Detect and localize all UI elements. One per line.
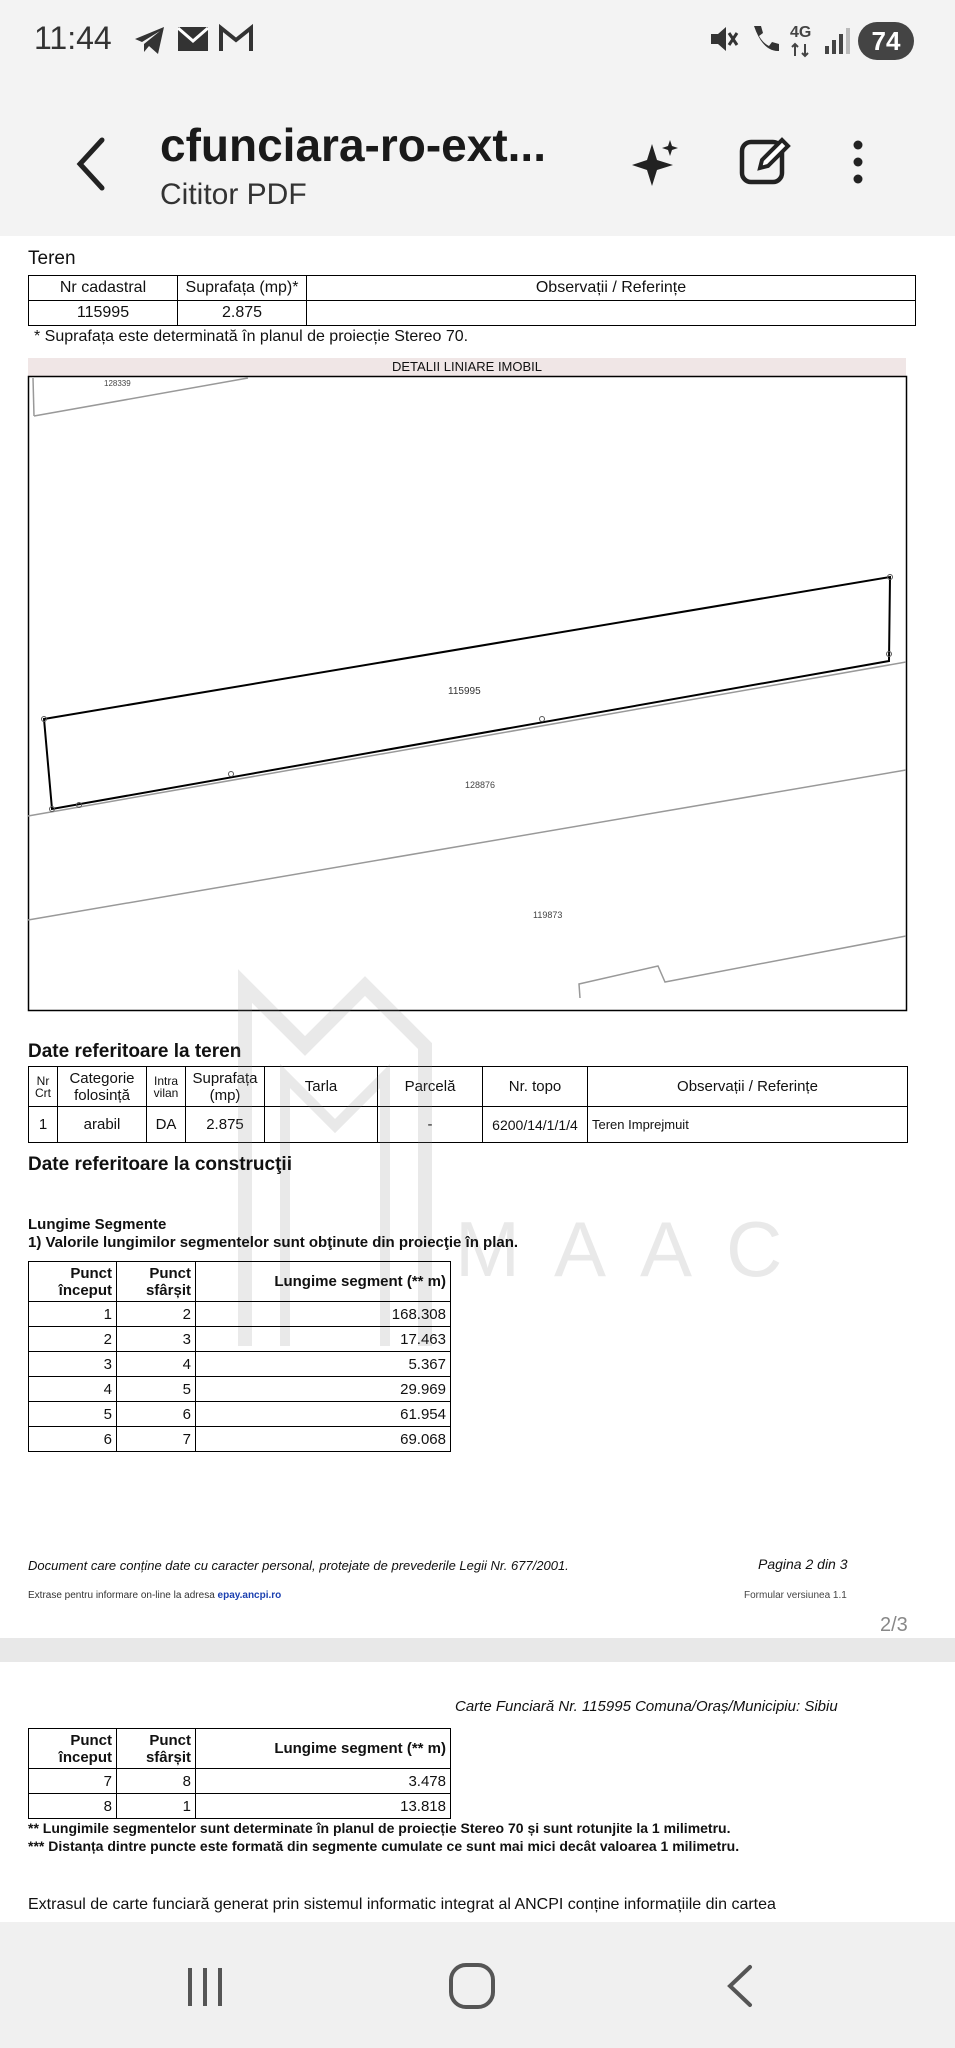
seg-row-3-end: 4 — [117, 1352, 196, 1377]
pdf-page-2 — [0, 236, 955, 1638]
footer-extract-text — [28, 1590, 281, 1601]
seg-row-7-start: 7 — [29, 1769, 117, 1794]
seg-row-4-end: 5 — [117, 1377, 196, 1402]
footer-link[interactable]: epay.ancpi.ro — [217, 1590, 282, 1601]
col-observatii: Observații / Referințe — [307, 276, 916, 301]
page3-note-2: *** Distanța dintre puncte este formată din segmente cumulate ce sunt mai mici decât valoarea 1 milimetru. — [28, 1838, 740, 1854]
status-time: 11:44 — [34, 20, 112, 56]
teren-table — [28, 275, 916, 326]
col-observatii-teren: Observații / Referințe — [588, 1067, 908, 1107]
seg-row-1-end: 2 — [117, 1302, 196, 1327]
plan-label-parcel: 115995 — [448, 686, 481, 697]
network-type: 4G — [790, 24, 812, 41]
col-suprafata-mp: Suprafața (mp) — [186, 1067, 265, 1107]
document-title: cfunciara-ro-ext... — [160, 119, 546, 171]
seg-row-3-start: 3 — [29, 1352, 117, 1377]
cell-parcela: - — [378, 1107, 483, 1143]
seg-row-5-end: 6 — [117, 1402, 196, 1427]
navigation-bar — [0, 1922, 955, 2048]
seg-row-1-start: 1 — [29, 1302, 117, 1327]
status-bar — [0, 0, 955, 84]
data-arrows-icon — [790, 42, 812, 58]
page-indicator: 2/3 — [880, 1614, 908, 1636]
cell-observatii-teren: Teren Imprejmuit — [588, 1107, 908, 1143]
home-icon[interactable] — [448, 1962, 496, 2010]
seg-row-2-start: 2 — [29, 1327, 117, 1352]
more-options-icon[interactable] — [846, 138, 870, 190]
seg-row-2-length: 17.463 — [196, 1327, 451, 1352]
cell-suprafata: 2.875 — [178, 301, 307, 326]
seg-row-6-start: 6 — [29, 1427, 117, 1452]
watermark-text: MAAC — [455, 1205, 817, 1293]
seg-row-5-start: 5 — [29, 1402, 117, 1427]
cell-categorie: arabil — [58, 1107, 147, 1143]
footer-page-number: Pagina 2 din 3 — [758, 1556, 848, 1572]
plan-heading: DETALII LINIARE IMOBIL — [28, 358, 906, 376]
col-lungime-2: Lungime segment (** m) — [196, 1729, 451, 1769]
col-punct-sfarsit-2: Punct sfârșit — [117, 1729, 196, 1769]
plan-label-bottom: 119873 — [533, 910, 563, 920]
segmente-table — [28, 1261, 451, 1452]
seg-row-2-end: 3 — [117, 1327, 196, 1352]
col-nr-crt: Nr Crt — [29, 1067, 58, 1107]
teren-data-heading: Date referitoare la teren — [28, 1041, 242, 1062]
recent-apps-icon[interactable] — [184, 1966, 226, 2008]
col-nr-topo: Nr. topo — [483, 1067, 588, 1107]
col-nr-cadastral: Nr cadastral — [29, 276, 178, 301]
constructii-heading: Date referitoare la construcţii — [28, 1154, 292, 1175]
plan-label-below: 128876 — [465, 780, 496, 790]
page-separator — [0, 1638, 955, 1662]
mail-icon — [176, 22, 210, 56]
cell-nr-cadastral: 115995 — [29, 301, 178, 326]
cell-intravilan: DA — [147, 1107, 186, 1143]
footer-personal-data: Document care conține date cu caracter personal, protejate de prevederile Legii Nr. 677/2001. — [28, 1558, 569, 1573]
seg-row-7-end: 8 — [117, 1769, 196, 1794]
col-parcela: Parcelă — [378, 1067, 483, 1107]
footer-formular: Formular versiunea 1.1 — [744, 1590, 847, 1601]
cell-nr-crt: 1 — [29, 1107, 58, 1143]
seg-row-3-length: 5.367 — [196, 1352, 451, 1377]
col-intravilan: Intra vilan — [147, 1067, 186, 1107]
col-punct-inceput-2: Punct început — [29, 1729, 117, 1769]
seg-row-6-length: 69.068 — [196, 1427, 451, 1452]
pdf-page-3 — [0, 1662, 955, 1922]
seg-row-8-start: 8 — [29, 1794, 117, 1819]
segmente-subheading: 1) Valorile lungimilor segmentelor sunt obţinute din proiecţie în plan. — [28, 1234, 519, 1251]
battery-indicator: 74 — [858, 22, 914, 60]
gmail-icon — [218, 22, 254, 56]
cell-observatii — [307, 301, 916, 326]
teren-heading: Teren — [28, 248, 76, 269]
col-categorie: Categorie folosință — [58, 1067, 147, 1107]
page3-note-1: ** Lungimile segmentelor sunt determinate în planul de proiecție Stereo 70 și sunt rotunjite la 1 milimetru. — [28, 1820, 731, 1836]
nav-back-icon[interactable] — [722, 1964, 758, 2008]
ai-sparkle-icon[interactable] — [632, 138, 682, 188]
footer-extract-label: Extrase pentru informare on-line la adresa — [28, 1590, 215, 1601]
teren-note: * Suprafața este determinată în planul de proiecție Stereo 70. — [34, 328, 469, 345]
telegram-icon — [132, 22, 168, 58]
call-icon — [748, 22, 780, 56]
cell-nr-topo: 6200/14/1/1/4 — [483, 1107, 588, 1143]
seg-row-5-length: 61.954 — [196, 1402, 451, 1427]
back-icon[interactable] — [72, 136, 108, 192]
seg-row-8-end: 1 — [117, 1794, 196, 1819]
cell-suprafata-mp: 2.875 — [186, 1107, 265, 1143]
app-subtitle: Cititor PDF — [160, 178, 307, 211]
seg-row-8-length: 13.818 — [196, 1794, 451, 1819]
segmente-table-continued — [28, 1728, 451, 1819]
page3-header: Carte Funciară Nr. 115995 Comuna/Oraș/Municipiu: Sibiu — [455, 1698, 838, 1715]
seg-row-7-length: 3.478 — [196, 1769, 451, 1794]
seg-row-1-length: 168.308 — [196, 1302, 451, 1327]
page3-text: Extrasul de carte funciară generat prin sistemul informatic integrat al ANCPI conține informațiile din cartea — [28, 1896, 776, 1913]
plan-drawing — [28, 376, 908, 1012]
col-tarla: Tarla — [265, 1067, 378, 1107]
edit-icon[interactable] — [738, 134, 792, 188]
col-punct-inceput: Punct început — [29, 1262, 117, 1302]
signal-icon — [824, 26, 850, 56]
seg-row-4-start: 4 — [29, 1377, 117, 1402]
col-suprafata: Suprafața (mp)* — [178, 276, 307, 301]
col-lungime: Lungime segment (** m) — [196, 1262, 451, 1302]
plan-label-top: 128339 — [104, 379, 131, 388]
seg-row-6-end: 7 — [117, 1427, 196, 1452]
seg-row-4-length: 29.969 — [196, 1377, 451, 1402]
col-punct-sfarsit: Punct sfârșit — [117, 1262, 196, 1302]
mute-icon — [708, 22, 738, 56]
segmente-heading: Lungime Segmente — [28, 1216, 167, 1233]
